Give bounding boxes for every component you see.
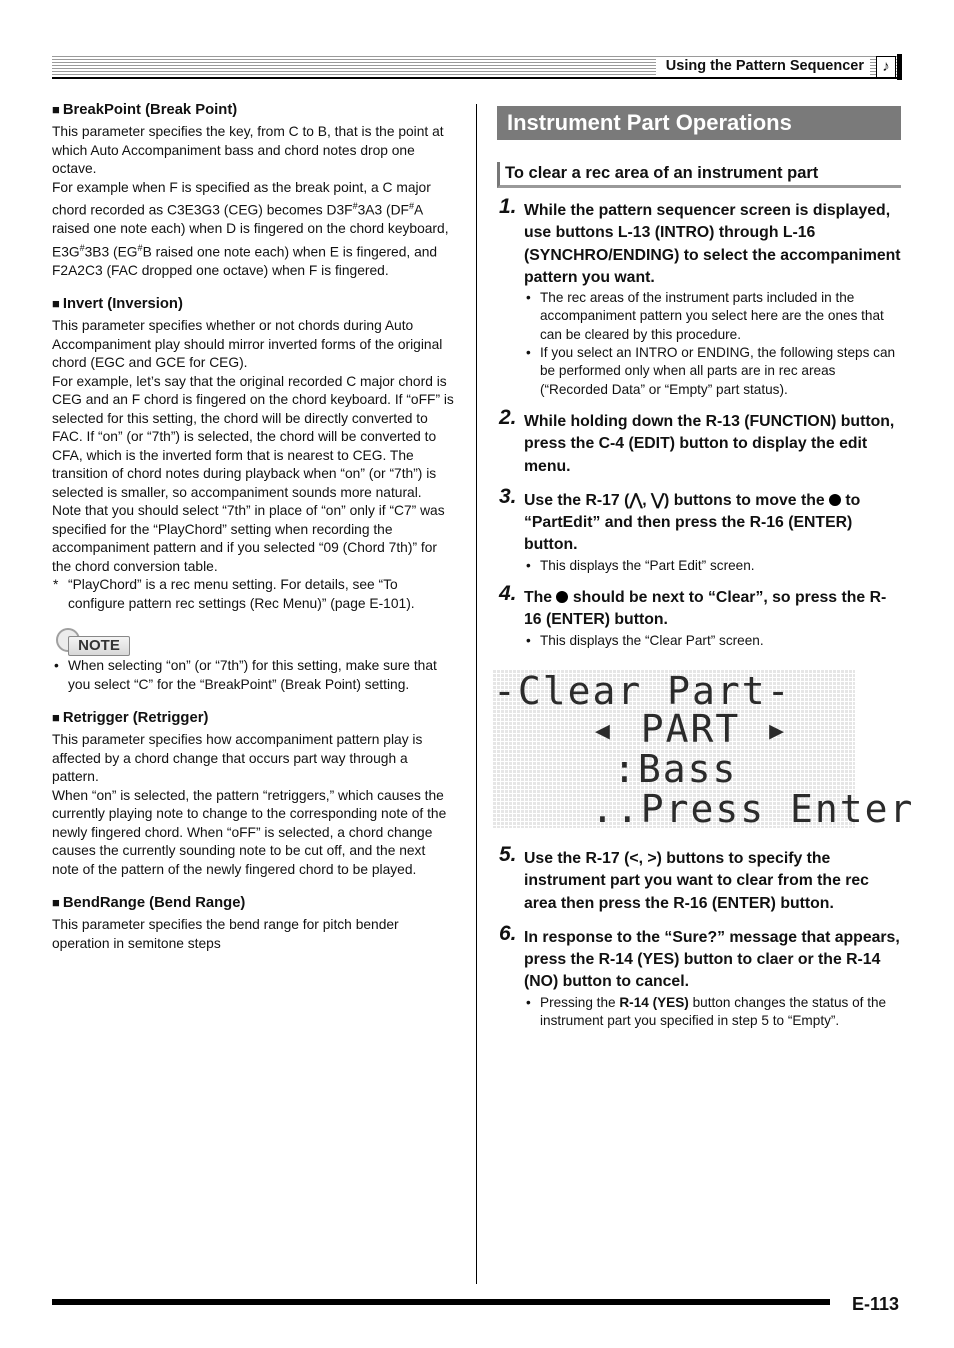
step-6: 6. In response to the “Sure?” message that appears, press the R-14 (YES) button to claer or the R-14 (NO) button to cancel. • Pressing the R-14 (YES) button changes the status of the instrument part you specified in step 5 to “Empty”. <box>497 927 901 1030</box>
music-note-icon: ♪ <box>876 56 896 78</box>
footer-rule <box>52 1299 830 1305</box>
retrigger-detail: When “on” is selected, the pattern “retriggers,” which causes the currently playing note to change to the corresponding note of the newly fingered chord. When “oFF” is selected, a chord change causes the currently sounding note to be cut off, and the next note of the pattern of the newly fingered chord to be played. <box>52 787 447 877</box>
header-underline <box>52 77 902 79</box>
step-2: 2. While holding down the R-13 (FUNCTION) button, press the C-4 (EDIT) button to display the edit menu. <box>499 405 895 475</box>
cursor-dot-icon <box>829 494 841 506</box>
step-3: 3. Use the R-17 (⋀, ⋁) buttons to move the to “PartEdit” and then press the R-16 (ENTER) button. • This displays the “Part Edit” screen. <box>497 490 901 575</box>
retrigger-heading: ■ Retrigger (Retrigger) <box>52 710 209 727</box>
square-bullet-icon: ■ <box>52 102 60 117</box>
invert-note: Note that you should select “7th” in place of “on” only if “C7” was specified for the “PlayChord” setting when recording the accompaniment pattern and if you selected “09 (Chord 7th)” for the chord conversion table. <box>52 503 445 574</box>
lcd-line-1: -Clear Part- <box>493 668 792 713</box>
breakpoint-example: For example when F is specified as the break point, a C major chord recorded as C3E3G3 (CEG) becomes D3F#3A3 (DF#A raised one note each) when D is fingered on the chord keyboard, E3G#3B3 (EG#B raised one note each) when E is fingered, and F2A2C3 (FAC dropped one octave) when F is fingered. <box>52 179 449 278</box>
square-bullet-icon: ■ <box>52 710 60 726</box>
step-bullet: • Pressing the R-14 (YES) button changes the status of the instrument part you specified in step 5 to “Empty”. <box>526 994 887 1029</box>
right-column <box>493 104 915 1030</box>
note-badge <box>52 627 454 657</box>
section-banner: Instrument Part Operations <box>497 106 901 140</box>
step-4: 4. The should be next to “Clear”, so press the R-16 (ENTER) button. • This displays the “Clear Part” screen. <box>497 587 901 650</box>
breakpoint-heading: ■ BreakPoint (Break Point) <box>52 102 238 118</box>
invert-desc: This parameter specifies whether or not chords during Auto Accompaniment play should mirror inverted forms of the original chord (EGC and GCE for CEG). <box>52 318 443 371</box>
lcd-line-3: :Bass <box>613 746 738 791</box>
column-divider <box>476 104 477 1284</box>
lcd-line-2: ◂ PART ▸ <box>591 706 791 751</box>
invert-example: For example, let’s say that the original recorded C major chord is CEG and an F chord is fingered on the chord keyboard. If “oFF” is selected for this setting, the chord will be directly converted to FAC. If “on” (or “7th”) is selected, the chord will be converted to CFA, which is the inverted form that is nearest to CEG. The transition of chord notes during playback when “on” (or “7th”) is selected is smaller, so accompaniment sounds more natural. <box>52 373 454 500</box>
left-column <box>52 100 454 953</box>
invert-heading: ■ Invert (Inversion) <box>52 296 183 313</box>
left-right-arrows-icon: <, > <box>629 849 657 867</box>
step-5: 5. Use the R-17 (<, >) buttons to specify the instrument part you want to clear from the rec area then press the R-16 (ENTER) button. <box>499 842 869 912</box>
procedure-heading: To clear a rec area of an instrument part <box>497 162 901 188</box>
bendrange-heading: ■ BendRange (Bend Range) <box>52 895 246 912</box>
lcd-line-4: ..Press Enter <box>591 786 915 831</box>
step-bullet: • This displays the “Clear Part” screen. <box>526 632 764 648</box>
retrigger-desc: This parameter specifies how accompaniment pattern play is affected by a chord change that occurs part way through a pattern. <box>52 732 423 785</box>
note-label: NOTE <box>68 636 130 656</box>
page-number: E-113 <box>852 1294 900 1314</box>
step-bullet: • The rec areas of the instrument parts included in the accompaniment pattern you select here are the ones that can be cleared by this procedure. <box>526 290 884 342</box>
cursor-dot-icon <box>556 591 568 603</box>
note-bullet: • When selecting “on” (or “7th”) for this setting, make sure that you select “C” for the “BreakPoint” (Break Point) setting. <box>54 658 437 692</box>
header-end-bar <box>897 54 902 80</box>
step-bullet: • If you select an INTRO or ENDING, the following steps can be performed only when all parts are in rec areas (“Recorded Data” or “Empty” part status). <box>526 345 896 397</box>
running-header-title: Using the Pattern Sequencer <box>656 57 870 76</box>
step-bullet: • This displays the “Part Edit” screen. <box>526 557 755 573</box>
bendrange-desc: This parameter specifies the bend range for pitch bender operation in semitone steps <box>52 917 399 951</box>
square-bullet-icon: ■ <box>52 296 60 312</box>
footnote: * “PlayChord” is a rec menu setting. For details, see “To configure pattern rec settings (Rec Menu)” (page E-101). <box>53 577 415 611</box>
step-1: 1. While the pattern sequencer screen is displayed, use buttons L-13 (INTRO) through L-16 (SYNCHRO/ENDING) to select the accompaniment pattern you want. • The rec areas of the instrument parts included in the accompaniment pattern you select here are the ones that can be cleared by this procedure. • If you select an INTRO or ENDING, the following steps can be performed only when all parts are in rec areas (“Recorded Data” or “Empty” part status). <box>497 200 901 399</box>
square-bullet-icon: ■ <box>52 895 60 911</box>
lcd-display <box>493 668 915 831</box>
up-down-arrows-icon: ⋀, ⋁ <box>629 491 665 509</box>
breakpoint-desc: This parameter specifies the key, from C to B, that is the point at which Auto Accompaniment bass and chord notes drop one octave. <box>52 124 444 176</box>
